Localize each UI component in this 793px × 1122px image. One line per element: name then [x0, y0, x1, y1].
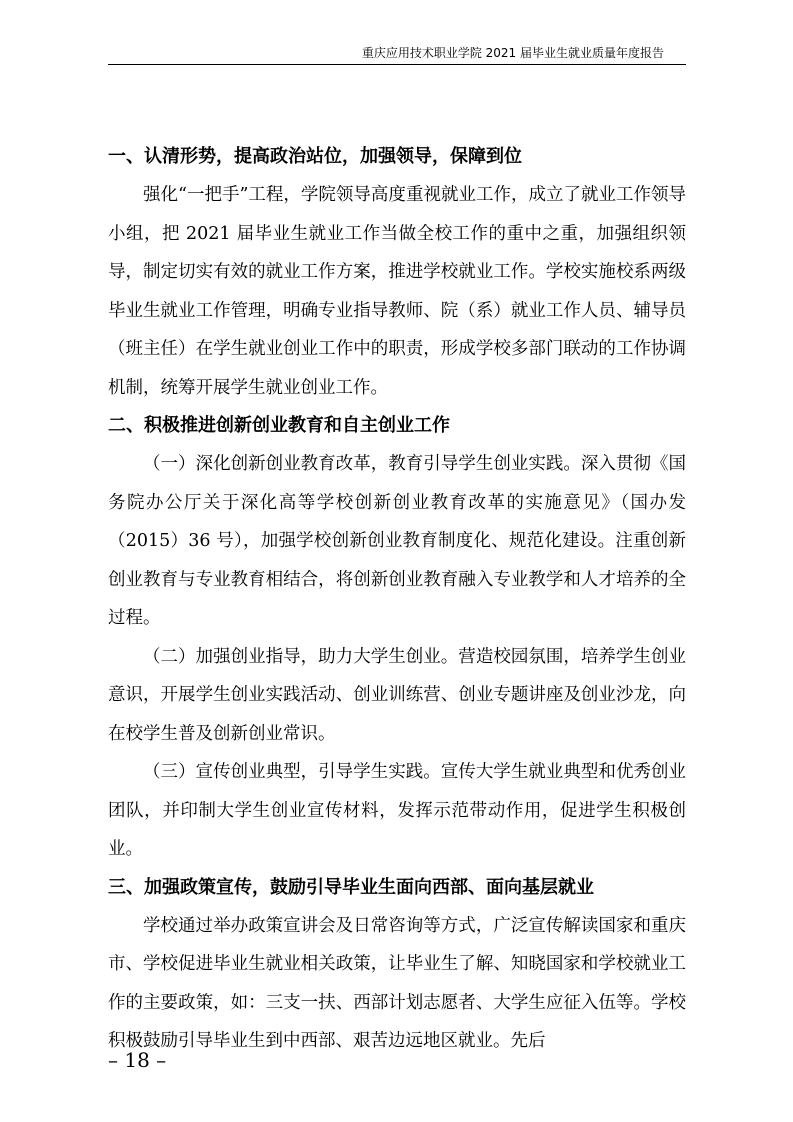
body-paragraph: 强化“一把手”工程，学院领导高度重视就业工作，成立了就业工作领导小组，把 2021 届毕业生就业工作当做全校工作的重中之重，加强组织领导，制定切实有效的就业工作方案，推进学校就业工作。学校实施校系两级毕业生就业工作管理，明确专业指导教师、院（系）就业工作人员、辅导员（班主任）在学生就业创业工作中的职责，形成学校多部门联动的工作协调机制，统筹开展学生就业创业工作。 [108, 185, 686, 398]
section-3 [108, 869, 686, 1061]
body-paragraph: （二）加强创业指导，助力大学生创业。营造校园氛围，培养学生创业意识，开展学生创业实践活动、创业训练营、创业专题讲座及创业沙龙，向在校学生普及创新创业常识。 [108, 646, 686, 744]
section-heading: 三、加强政策宣传，鼓励引导毕业生面向西部、面向基层就业 [108, 876, 594, 898]
page-content [108, 138, 686, 1061]
section-heading: 一、认清形势，提高政治站位，加强领导，保障到位 [108, 146, 522, 167]
section-heading: 二、积极推进创新创业教育和自主创业工作 [108, 415, 450, 436]
header-rule [108, 64, 686, 65]
running-header: 重庆应用技术职业学院 2021 届毕业生就业质量年度报告 [361, 46, 664, 60]
body-paragraph: 学校通过举办政策宣讲会及日常咨询等方式，广泛宣传解读国家和重庆市、学校促进毕业生就业相关政策，让毕业生了解、知晓国家和学校就业工作的主要政策，如：三支一扶、西部计划志愿者、大学生应征入伍等。学校积极鼓励引导毕业生到中西部、艰苦边远地区就业。先后 [108, 915, 686, 1051]
section-2 [108, 407, 686, 869]
body-paragraph: （一）深化创新创业教育改革，教育引导学生创业实践。深入贯彻《国务院办公厅关于深化高等学校创新创业教育改革的实施意见》（国办发（2015）36 号），加强学校创新创业教育制度化、规范化建设。注重创新创业教育与专业教育相结合，将创新创业教育融入专业教学和人才培养的全过程。 [108, 454, 686, 628]
body-paragraph: （三）宣传创业典型，引导学生实践。宣传大学生就业典型和优秀创业团队，并印制大学生创业宣传材料，发挥示范带动作用，促进学生积极创业。 [108, 762, 686, 859]
section-1 [108, 138, 686, 407]
page-number: – 18 – [108, 1048, 167, 1072]
